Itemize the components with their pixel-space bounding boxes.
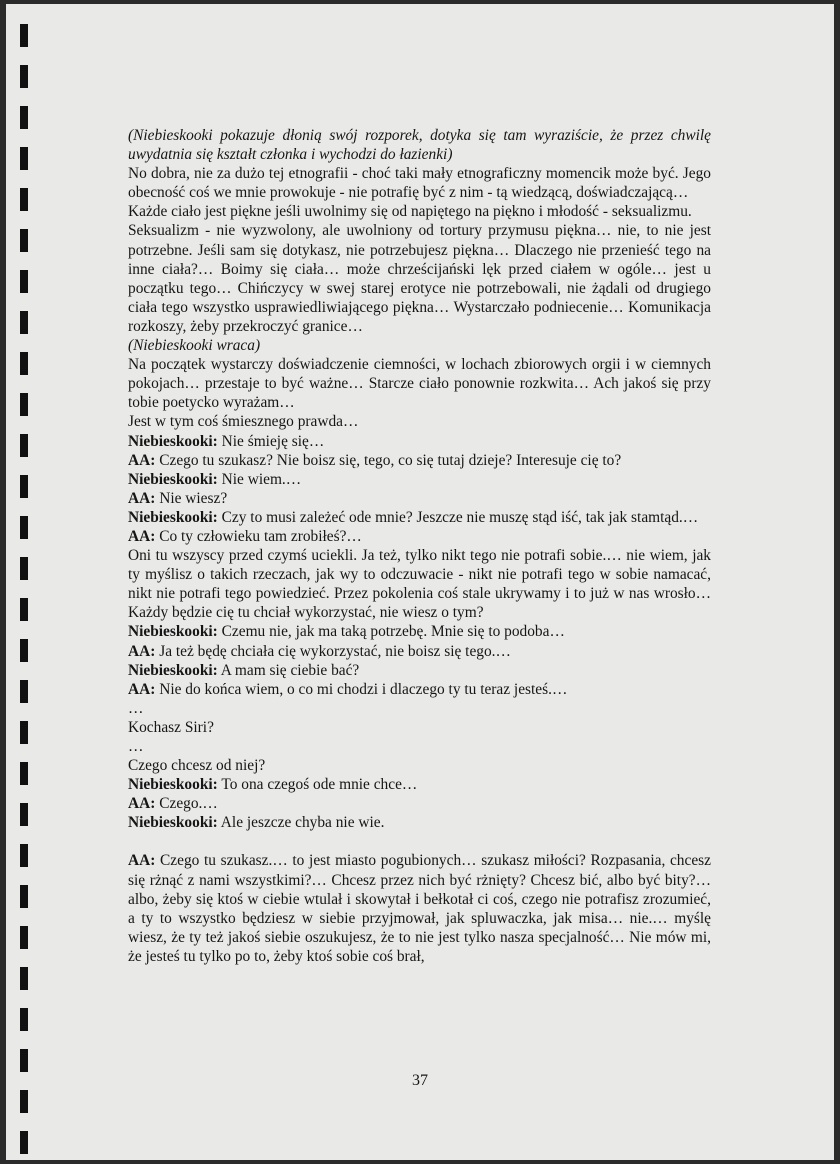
binding-hole [20, 721, 28, 744]
binding-hole [20, 393, 28, 416]
binding-hole [20, 65, 28, 88]
line-text: … [128, 699, 144, 717]
dialogue-line [128, 508, 711, 527]
speaker-name: Niebieskooki: [128, 470, 218, 488]
speaker-name: Niebieskooki: [128, 661, 218, 679]
binding-holes [20, 24, 34, 1154]
line-text: Nie wiem.… [221, 470, 302, 488]
binding-hole [20, 434, 28, 457]
dialogue-line [128, 661, 711, 680]
line-text: Każde ciało jest piękne jeśli uwolnimy się od napiętego na piękno i młodość - seksualizmu. [128, 203, 692, 221]
line-text: Czego chcesz od niej? [128, 757, 266, 775]
dialogue-line [128, 813, 711, 832]
binding-hole [20, 557, 28, 580]
binding-hole [20, 885, 28, 908]
line-text: Kochasz Siri? [128, 718, 214, 736]
binding-hole [20, 639, 28, 662]
speaker-name: AA: [128, 451, 156, 469]
speaker-name: AA: [128, 680, 156, 698]
line-text: (Niebieskooki pokazuje dłonią swój rozporek, dotyka się tam wyraziście, że przez chwilę uwydatnia się kształt członka i wychodzi do łazienki) [128, 127, 711, 164]
speaker-name: Niebieskooki: [128, 432, 218, 450]
dialogue-line [128, 851, 711, 966]
line-text: A mam się ciebie bać? [220, 661, 360, 679]
binding-hole [20, 1131, 28, 1154]
line-text: Nie do końca wiem, o co mi chodzi i dlaczego ty tu teraz jesteś.… [159, 680, 568, 698]
line-text: Nie śmieję się… [221, 432, 325, 450]
line-text: Czemu nie, jak ma taką potrzebę. Mnie się to podoba… [221, 623, 565, 641]
text-paragraph [128, 699, 711, 718]
dialogue-line [128, 489, 711, 508]
text-paragraph [128, 546, 711, 622]
speaker-name: AA: [128, 527, 156, 545]
line-text: … [128, 738, 144, 755]
speaker-name: Niebieskooki: [128, 776, 218, 794]
line-text: Jest w tym coś śmiesznego prawda… [128, 413, 359, 431]
binding-hole [20, 229, 28, 252]
line-text: Na początek wystarczy doświadczenie ciemności, w lochach zbiorowych orgii i w ciemnych pokojach… przestaje to być ważne… Starcze ciało ponownie rozkwita… Ach jakoś się przy tobie poetycko wyrażam… [128, 356, 711, 412]
line-text: Ja też będę chciała cię wykorzystać, nie boisz się tego.… [159, 642, 511, 660]
speaker-name: AA: [128, 852, 156, 870]
line-text: Czy to musi zależeć ode mnie? Jeszcze nie muszę stąd iść, tak jak stamtąd.… [221, 508, 699, 526]
binding-hole [20, 926, 28, 949]
line-text: Czego tu szukasz? Nie boisz się, tego, co się tutaj dzieje? Interesuje cię to? [159, 451, 622, 469]
line-text: To ona czegoś ode mnie chce… [221, 776, 418, 794]
line-text: Co ty człowieku tam zrobiłeś?… [159, 527, 362, 545]
stage-direction [128, 336, 711, 355]
binding-hole [20, 1090, 28, 1113]
dialogue-line [128, 527, 711, 546]
text-paragraph [128, 737, 711, 756]
dialogue-line [128, 451, 711, 470]
speaker-name: AA: [128, 795, 156, 813]
binding-hole [20, 680, 28, 703]
binding-hole [20, 188, 28, 211]
text-paragraph [128, 718, 711, 737]
dialogue-line [128, 622, 711, 641]
line-text: Oni tu wszyscy przed czymś uciekli. Ja też, tylko nikt tego nie potrafi sobie.… nie wiem, jak ty myślisz o takich rzeczach, jak wy to odczuwacie - nikt nie potrafi tego w sobie namacać, nikt nie potrafi tego powiedzieć. Przez pokolenia coś stale ukrywamy i to już w nas wrosło… Każdy będzie cię tu chciał wykorzystać, nie wiesz o tym? [128, 547, 711, 622]
binding-hole [20, 1008, 28, 1031]
line-text: Ale jeszcze chyba nie wie. [220, 814, 385, 832]
text-paragraph [128, 355, 711, 412]
line-text: (Niebieskooki wraca) [128, 337, 261, 355]
binding-hole [20, 106, 28, 129]
line-text: No dobra, nie za dużo tej etnografii - choć taki mały etnograficzny momencik może być. Jego obecność coś we mnie prowokuje - nie potrafię być z nim - tą wiedzącą, doświadczającą… [128, 165, 711, 202]
text-paragraph [128, 756, 711, 775]
speaker-name: Niebieskooki: [128, 814, 218, 832]
dialogue-line [128, 775, 711, 794]
binding-hole [20, 598, 28, 621]
dialogue-line [128, 642, 711, 661]
page-number: 37 [412, 1072, 428, 1089]
binding-hole [20, 762, 28, 785]
paragraph-gap [128, 832, 711, 851]
binding-hole [20, 967, 28, 990]
binding-hole [20, 270, 28, 293]
binding-hole [20, 803, 28, 826]
text-paragraph [128, 412, 711, 431]
dialogue-line [128, 470, 711, 489]
body-text [128, 126, 711, 966]
binding-hole [20, 24, 28, 47]
speaker-name: Niebieskooki: [128, 623, 218, 641]
stage-direction [128, 126, 711, 164]
text-paragraph [128, 221, 711, 336]
text-paragraph [128, 202, 711, 221]
binding-hole [20, 311, 28, 334]
binding-hole [20, 516, 28, 539]
binding-hole [20, 1049, 28, 1072]
dialogue-line [128, 794, 711, 813]
speaker-name: AA: [128, 489, 156, 507]
line-text: Czego tu szukasz.… to jest miasto pogubionych… szukasz miłości? Rozpasania, chcesz się rżnąć z nami wszystkimi?… Chcesz przez nich być rżnięty? Chcesz bić, albo być bity?… albo, żeby się ktoś w ciebie wtulał i skowytał i bełkotał ci coś, czego nie potrafisz zrozumieć, a ty to wszystko będziesz w siebie przyjmował, jak spluwaczka, jak misa… nie.… myślę wiesz, że ty też jakoś siebie oszukujesz, że to nie jest tylko nasza specjalność… Nie mów mi, że jesteś tu tylko po to, żeby ktoś sobie coś brał, [128, 852, 711, 965]
binding-hole [20, 147, 28, 170]
text-paragraph [128, 164, 711, 202]
document-page [6, 4, 834, 1160]
line-text: Seksualizm - nie wyzwolony, ale uwolniony od tortury przymusu piękna… nie, to nie jest potrzebne. Jeśli sam się dotykasz, nie potrzebujesz piękna… Dlaczego nie przenieść tego na inne ciała?… Boimy się ciała… może chrześcijański lęk przed ciałem w ogóle… jest u początku tego… Chińczycy w swej starej erotyce nie potrzebowali, nie żądali od drugiego ciała tego wszystko usprawiedliwiającego piękna… Wystarczało podniecenie… Komunikacja rozkoszy, żeby przekroczyć granice… [128, 222, 711, 335]
binding-hole [20, 844, 28, 867]
line-text: Nie wiesz? [159, 489, 228, 507]
speaker-name: AA: [128, 642, 156, 660]
binding-hole [20, 475, 28, 498]
dialogue-line [128, 680, 711, 699]
speaker-name: Niebieskooki: [128, 508, 218, 526]
line-text: Czego.… [159, 795, 218, 813]
binding-hole [20, 352, 28, 375]
dialogue-line [128, 432, 711, 451]
